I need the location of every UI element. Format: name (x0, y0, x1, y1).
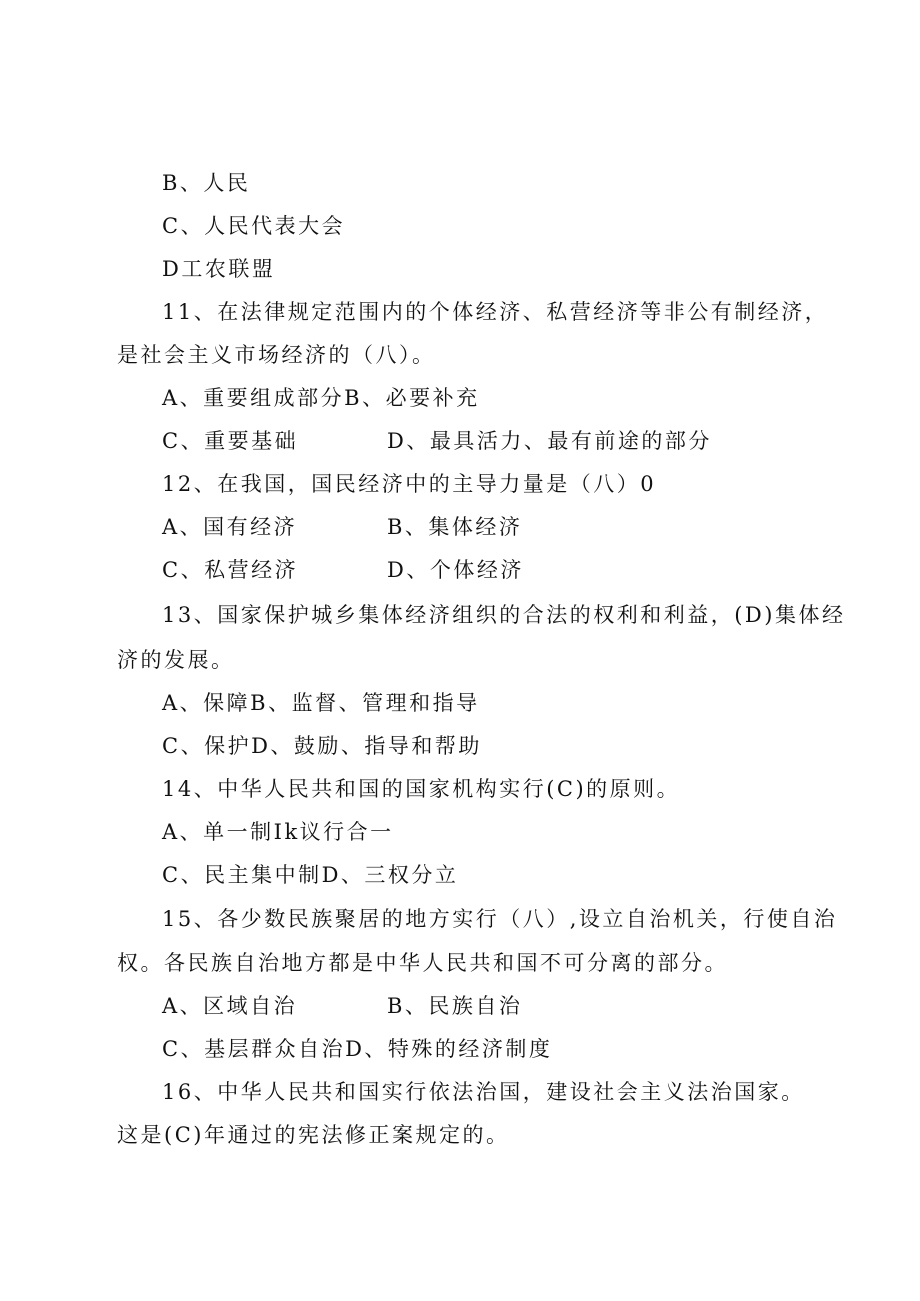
question-12-option-c: C、私营经济 (162, 558, 299, 582)
question-13-options-ab: A、保障B、监督、管理和指导 (162, 691, 480, 715)
question-14-options-ab: A、单一制Ik议行合一 (162, 820, 394, 844)
question-15-option-a: A、区域自治 (162, 994, 298, 1018)
question-15-line-1: 15、各少数民族聚居的地方实行（八）,设立自治机关，行使自治 (162, 907, 838, 931)
question-16-line-2: 这是(C)年通过的宪法修正案规定的。 (117, 1123, 510, 1147)
question-13-line-1: 13、国家保护城乡集体经济组织的合法的权利和利益，(D)集体经 (162, 603, 846, 627)
question-16-line-1: 16、中华人民共和国实行依法治国，建设社会主义法治国家。 (162, 1080, 805, 1104)
question-11-option-c: C、重要基础 (162, 429, 299, 453)
question-15-line-2: 权。各民族自治地方都是中华人民共和国不可分离的部分。 (117, 951, 728, 975)
question-11-option-d: D、最具活力、最有前途的部分 (387, 429, 712, 453)
question-11-line-2: 是社会主义市场经济的（八）。 (117, 343, 436, 367)
question-15-options-cd: C、基层群众自治D、特殊的经济制度 (162, 1037, 553, 1061)
question-13-options-cd: C、保护D、鼓励、指导和帮助 (162, 734, 482, 758)
question-12-option-b: B、集体经济 (387, 515, 523, 539)
option-b-people: B、人民 (162, 171, 251, 195)
question-15-option-b: B、民族自治 (387, 994, 523, 1018)
question-12-option-a: A、国有经济 (162, 515, 298, 539)
question-12-option-d: D、个体经济 (387, 558, 524, 582)
question-13-line-2: 济的发展。 (117, 648, 235, 672)
question-14-options-cd: C、民主集中制D、三权分立 (162, 863, 459, 887)
option-c-congress: C、人民代表大会 (162, 214, 346, 238)
question-12: 12、在我国，国民经济中的主导力量是（八）0 (162, 472, 657, 496)
question-14: 14、中华人民共和国的国家机构实行(C)的原则。 (162, 777, 681, 801)
question-11-options-ab: A、重要组成部分B、必要补充 (162, 386, 480, 410)
option-d-alliance: D工农联盟 (162, 257, 276, 281)
question-11-line-1: 11、在法律规定范围内的个体经济、私营经济等非公有制经济， (162, 300, 829, 324)
